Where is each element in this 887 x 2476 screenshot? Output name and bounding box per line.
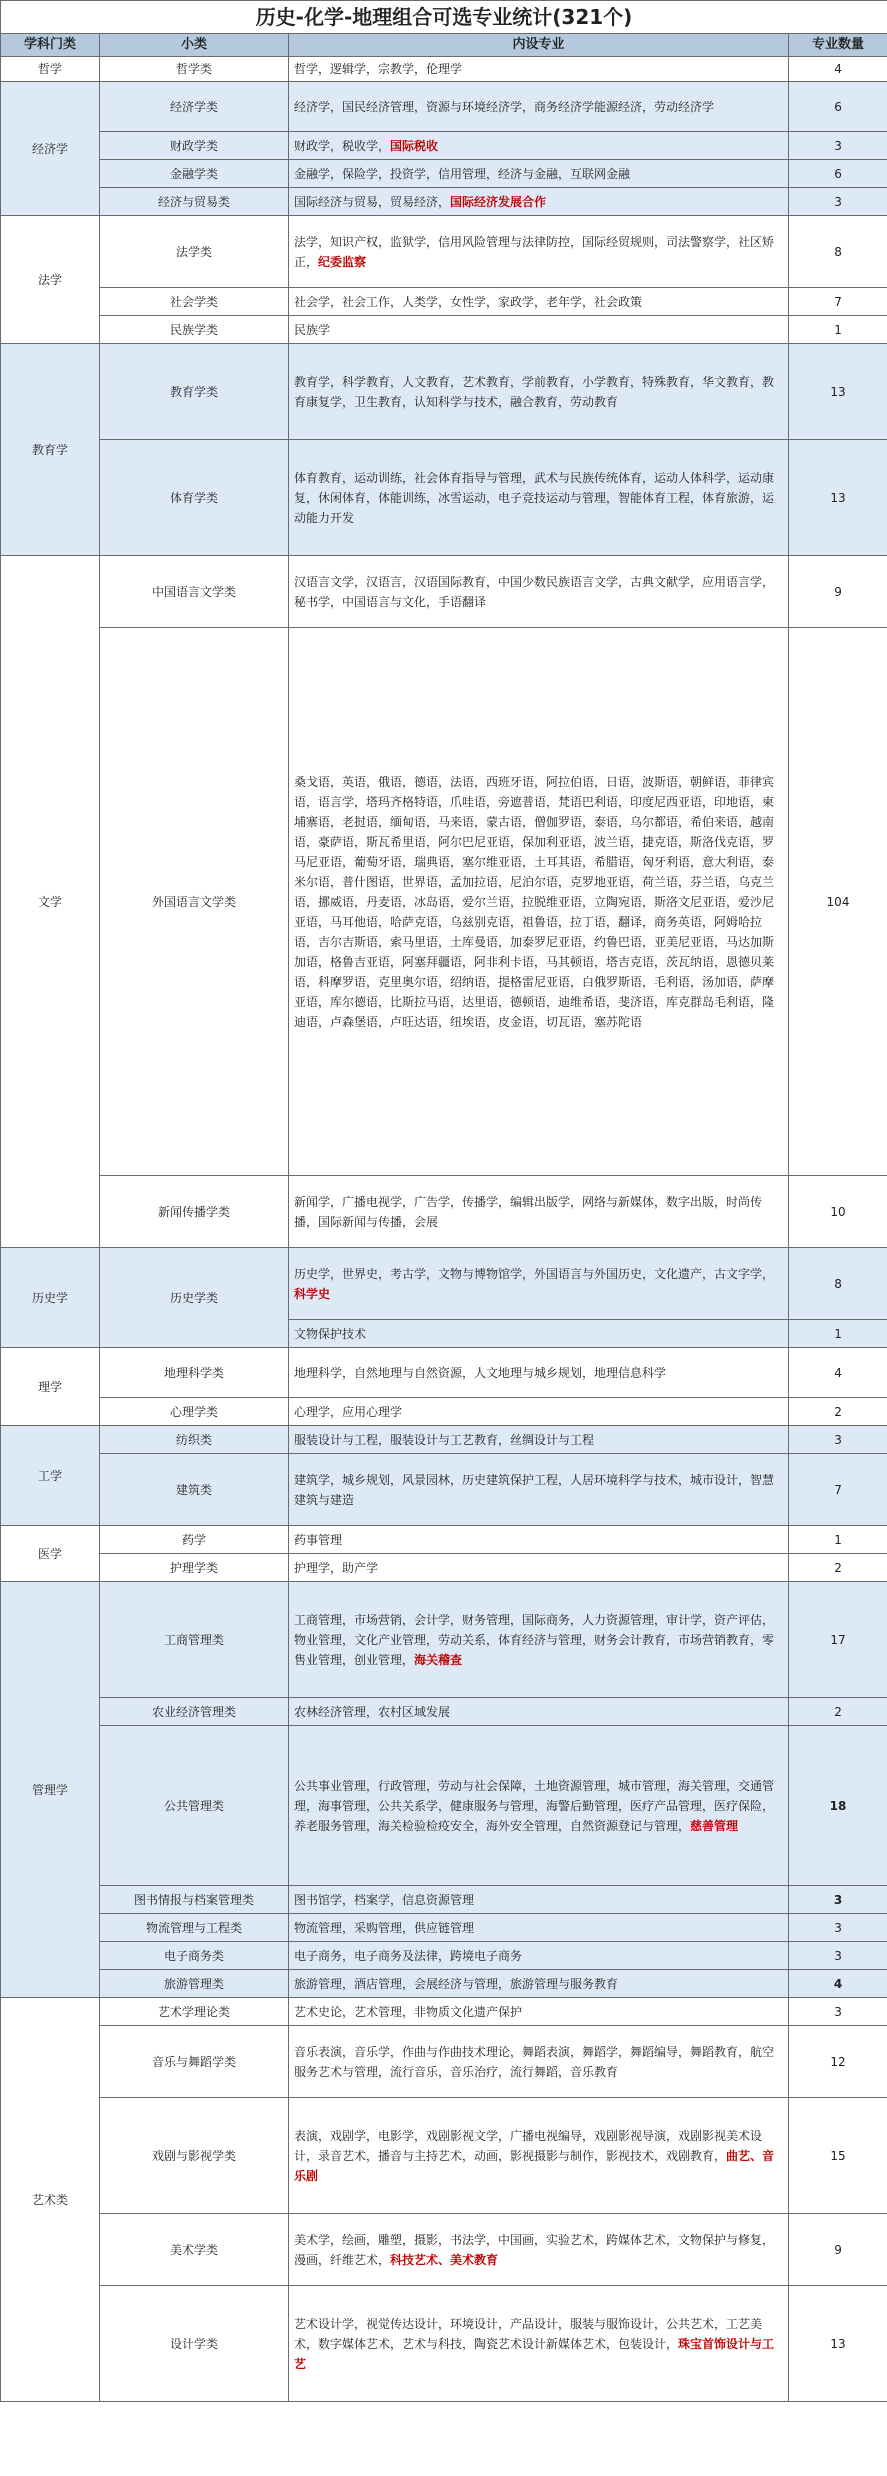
- table-row: [1, 132, 887, 160]
- count-cell: 4: [789, 1348, 887, 1398]
- count-cell: 1: [789, 1526, 887, 1554]
- majors-cell: [289, 1914, 789, 1942]
- category-cell: 理学: [1, 1348, 100, 1426]
- subcategory-cell: 地理科学类: [100, 1348, 289, 1398]
- majors-cell: [289, 2286, 789, 2402]
- majors-cell: [289, 1176, 789, 1248]
- major-text: 财政学，税收学，: [294, 138, 391, 153]
- major-text: 体育教育，运动训练，社会体育指导与管理，武术与民族传统体育，运动人体科学，运动康复，休闲体育，体能训练，冰雪运动，电子竞技运动与管理，智能体育工程，体育旅游，运动能力开发: [294, 470, 775, 525]
- major-text: 旅游管理，酒店管理，会展经济与管理，旅游管理与服务教育: [294, 1976, 619, 1991]
- majors-cell: [289, 132, 789, 160]
- category-cell: 历史学: [1, 1248, 100, 1348]
- category-cell: 经济学: [1, 82, 100, 216]
- table-row: [1, 1998, 887, 2026]
- major-text: 教育学，科学教育，人文教育，艺术教育，学前教育，小学教育，特殊教育，华文教育，教育康复学，卫生教育，认知科学与技术，融合教育，劳动教育: [294, 374, 775, 409]
- count-cell: 8: [789, 1248, 887, 1320]
- subcategory-cell: 图书情报与档案管理类: [100, 1886, 289, 1914]
- category-cell: 医学: [1, 1526, 100, 1582]
- count-cell: 7: [789, 288, 887, 316]
- majors-cell: [289, 316, 789, 344]
- majors-cell: [289, 344, 789, 440]
- major-text: 哲学，逻辑学，宗教学，伦理学: [294, 62, 463, 76]
- majors-cell: [289, 1526, 789, 1554]
- table-row: [1, 1970, 887, 1998]
- majors-cell: [289, 82, 789, 132]
- category-cell: 教育学: [1, 344, 100, 556]
- count-cell: 1: [789, 316, 887, 344]
- majors-cell: [289, 188, 789, 216]
- table-row: [1, 288, 887, 316]
- table-row: [1, 1248, 887, 1320]
- table-row: [1, 57, 887, 82]
- subcategory-cell: 社会学类: [100, 288, 289, 316]
- count-cell: 3: [789, 1998, 887, 2026]
- subcategory-cell: 历史学类: [100, 1248, 289, 1348]
- count-cell: 2: [789, 1398, 887, 1426]
- count-cell: 13: [789, 440, 887, 556]
- major-text: 公共事业管理，行政管理，劳动与社会保障，土地资源管理，城市管理，海关管理，交通管理，海事管理，公共关系学，健康服务与管理，海警后勤管理，医疗产品管理，医疗保险，养老服务管理，海关检验检疫安全，海外安全管理，自然资源登记与管理，: [294, 1778, 775, 1833]
- major-text: 表演，戏剧学，电影学，戏剧影视文学，广播电视编导，戏剧影视导演，戏剧影视美术设计，录音艺术，播音与主持艺术，动画，影视摄影与制作，影视技术，戏剧教育，: [294, 2128, 763, 2163]
- major-text: 地理科学，自然地理与自然资源，人文地理与城乡规划，地理信息科学: [294, 1365, 667, 1380]
- count-cell: 17: [789, 1582, 887, 1698]
- table-body: [1, 57, 887, 2402]
- major-text: 桑戈语，英语，俄语，德语，法语，西班牙语，阿拉伯语，日语，波斯语，朝鲜语，菲律宾语，语言学，塔玛齐格特语，爪哇语，旁遮普语，梵语巴利语，印度尼西亚语，印地语，柬埔寨语，老挝语，缅甸语，马来语，蒙古语，僧伽罗语，泰语，乌尔都语，希伯来语，越南语，豪萨语，斯瓦希里语，阿尔巴尼亚语，保加利亚语，波兰语，捷克语，斯洛伐克语，罗马尼亚语，葡萄牙语，瑞典语，塞尔维亚语，土耳其语，希腊语，匈牙利语，意大利语，泰米尔语，普什图语，世界语，孟加拉语，尼泊尔语，克罗地亚语，荷兰语，芬兰语，乌克兰语，挪威语，丹麦语，冰岛语，爱尔兰语，拉脱维亚语，立陶宛语，斯洛文尼亚语，爱沙尼亚语，马耳他语，哈萨克语，乌兹别克语，祖鲁语，拉丁语，翻译，商务英语，阿姆哈拉语，吉尔吉斯语，索马里语，土库曼语，加泰罗尼亚语，约鲁巴语，亚美尼亚语，马达加斯加语，格鲁吉亚语，阿塞拜疆语，阿非利卡语，马其顿语，塔吉克语，茨瓦纳语，恩德贝莱语，科摩罗语，克里奥尔语，绍纳语，提格雷尼亚语，白俄罗斯语，毛利语，汤加语，萨摩亚语，库尔德语，比斯拉马语，达里语，德顿语，迪维希语，斐济语，库克群岛毛利语，隆迪语，卢森堡语，卢旺达语，纽埃语，皮金语，切瓦语，塞苏陀语: [294, 774, 775, 1029]
- major-text: 音乐表演，音乐学，作曲与作曲技术理论，舞蹈表演，舞蹈学，舞蹈编导，舞蹈教育，航空服务艺术与管理，流行音乐，音乐治疗，流行舞蹈，音乐教育: [294, 2044, 775, 2079]
- subcategory-cell: 艺术学理论类: [100, 1998, 289, 2026]
- subcategory-cell: 金融学类: [100, 160, 289, 188]
- subcategory-cell: 经济与贸易类: [100, 188, 289, 216]
- table-row: [1, 440, 887, 556]
- count-cell: 4: [789, 57, 887, 82]
- majors-cell: [289, 1348, 789, 1398]
- highlighted-major-text: 国际税收: [390, 138, 439, 153]
- subcategory-cell: 体育学类: [100, 440, 289, 556]
- count-cell: 104: [789, 628, 887, 1176]
- major-text: 护理学，助产学: [294, 1560, 379, 1575]
- major-text: 图书馆学，档案学，信息资源管理: [294, 1892, 475, 1907]
- count-cell: 3: [789, 188, 887, 216]
- major-text: 国际经济与贸易，贸易经济，: [294, 194, 451, 209]
- majors-cell: [289, 1886, 789, 1914]
- table-row: [1, 1582, 887, 1698]
- subcategory-cell: 教育学类: [100, 344, 289, 440]
- table-row: [1, 1914, 887, 1942]
- subcategory-cell: 工商管理类: [100, 1582, 289, 1698]
- subcategory-cell: 农业经济管理类: [100, 1698, 289, 1726]
- count-cell: 8: [789, 216, 887, 288]
- count-cell: 2: [789, 1554, 887, 1582]
- majors-cell: [289, 2098, 789, 2214]
- majors-cell: [289, 288, 789, 316]
- table-row: [1, 2026, 887, 2098]
- table-row: [1, 1942, 887, 1970]
- table-row: [1, 1176, 887, 1248]
- header-count: 专业数量: [789, 34, 887, 57]
- majors-cell: [289, 1582, 789, 1698]
- category-cell: 管理学: [1, 1582, 100, 1998]
- count-cell: 3: [789, 1942, 887, 1970]
- table-row: [1, 2098, 887, 2214]
- subcategory-cell: 公共管理类: [100, 1726, 289, 1886]
- subcategory-cell: 药学: [100, 1526, 289, 1554]
- subcategory-cell: 旅游管理类: [100, 1970, 289, 1998]
- category-cell: 艺术类: [1, 1998, 100, 2402]
- subcategory-cell: 经济学类: [100, 82, 289, 132]
- subcategory-cell: 建筑类: [100, 1454, 289, 1526]
- count-cell: 13: [789, 2286, 887, 2402]
- table-row: [1, 1554, 887, 1582]
- major-text: 农林经济管理，农村区域发展: [294, 1704, 451, 1719]
- subcategory-cell: 戏剧与影视学类: [100, 2098, 289, 2214]
- subcategory-cell: 外国语言文学类: [100, 628, 289, 1176]
- count-cell: 3: [789, 1886, 887, 1914]
- subcategory-cell: 纺织类: [100, 1426, 289, 1454]
- majors-cell: [289, 556, 789, 628]
- majors-cell: [289, 1698, 789, 1726]
- count-cell: 7: [789, 1454, 887, 1526]
- majors-cell: [289, 1320, 789, 1348]
- table-row: [1, 160, 887, 188]
- majors-cell: [289, 1426, 789, 1454]
- subcategory-cell: 法学类: [100, 216, 289, 288]
- header-category: 学科门类: [1, 34, 100, 57]
- major-text: 物流管理，采购管理，供应链管理: [294, 1920, 475, 1935]
- count-cell: 1: [789, 1320, 887, 1348]
- table-row: [1, 1698, 887, 1726]
- major-text: 电子商务，电子商务及法律，跨境电子商务: [294, 1948, 523, 1963]
- majors-cell: [289, 628, 789, 1176]
- count-cell: 3: [789, 1914, 887, 1942]
- table-row: [1, 2286, 887, 2402]
- table-row: [1, 1726, 887, 1886]
- major-text: 工商管理，市场营销，会计学，财务管理，国际商务，人力资源管理，审计学，资产评估，物业管理，文化产业管理，劳动关系，体育经济与管理，财务会计教育，市场营销教育，零售业管理，创业管理，: [294, 1612, 775, 1667]
- majors-cell: [289, 1998, 789, 2026]
- category-cell: 哲学: [1, 57, 100, 82]
- count-cell: 4: [789, 1970, 887, 1998]
- majors-cell: [289, 1970, 789, 1998]
- majors-cell: [289, 1398, 789, 1426]
- count-cell: 10: [789, 1176, 887, 1248]
- subcategory-cell: 美术学类: [100, 2214, 289, 2286]
- table-row: [1, 1526, 887, 1554]
- subcategory-cell: 哲学类: [100, 57, 289, 82]
- major-text: 社会学，社会工作，人类学，女性学，家政学，老年学，社会政策: [294, 294, 643, 309]
- major-text: 建筑学，城乡规划，风景园林，历史建筑保护工程，人居环境科学与技术，城市设计，智慧建筑与建造: [294, 1472, 775, 1507]
- majors-cell: [289, 1454, 789, 1526]
- majors-cell: [289, 440, 789, 556]
- major-text: 艺术史论，艺术管理，非物质文化遗产保护: [294, 2004, 523, 2019]
- majors-cell: [289, 1726, 789, 1886]
- count-cell: 3: [789, 1426, 887, 1454]
- subcategory-cell: 中国语言文学类: [100, 556, 289, 628]
- highlighted-major-text: 曲艺、音乐剧: [294, 2148, 775, 2183]
- count-cell: 12: [789, 2026, 887, 2098]
- table-row: [1, 188, 887, 216]
- count-cell: 9: [789, 2214, 887, 2286]
- table-row: [1, 556, 887, 628]
- table-row: [1, 216, 887, 288]
- table-row: [1, 1426, 887, 1454]
- highlighted-major-text: 科技艺术、美术教育: [390, 2252, 499, 2267]
- table-row: [1, 628, 887, 1176]
- majors-cell: [289, 57, 789, 82]
- major-text: 经济学，国民经济管理，资源与环境经济学，商务经济学能源经济，劳动经济学: [294, 99, 715, 114]
- table-row: [1, 1348, 887, 1398]
- table-row: [1, 1886, 887, 1914]
- highlighted-major-text: 慈善管理: [690, 1818, 739, 1833]
- majors-cell: [289, 2026, 789, 2098]
- table-row: [1, 82, 887, 132]
- count-cell: 6: [789, 160, 887, 188]
- highlighted-major-text: 国际经济发展合作: [450, 194, 547, 209]
- majors-cell: [289, 1942, 789, 1970]
- highlighted-major-text: 纪委监察: [318, 254, 367, 269]
- table-row: [1, 1454, 887, 1526]
- major-text: 美术学，绘画，雕塑，摄影，书法学，中国画，实验艺术，跨媒体艺术，文物保护与修复，漫画，纤维艺术，: [294, 2232, 775, 2267]
- major-text: 药事管理: [294, 1532, 343, 1547]
- majors-cell: [289, 1248, 789, 1320]
- major-text: 艺术设计学，视觉传达设计，环境设计，产品设计，服装与服饰设计，公共艺术，工艺美术，数字媒体艺术，艺术与科技，陶瓷艺术设计新媒体艺术，包装设计，: [294, 2316, 763, 2351]
- major-text: 金融学，保险学，投资学，信用管理，经济与金融，互联网金融: [294, 166, 631, 181]
- subcategory-cell: 音乐与舞蹈学类: [100, 2026, 289, 2098]
- subcategory-cell: 民族学类: [100, 316, 289, 344]
- count-cell: 15: [789, 2098, 887, 2214]
- table-row: [1, 2214, 887, 2286]
- major-text: 汉语言文学，汉语言，汉语国际教育，中国少数民族语言文学，古典文献学，应用语言学，秘书学，中国语言与文化，手语翻译: [294, 574, 775, 609]
- subcategory-cell: 护理学类: [100, 1554, 289, 1582]
- count-cell: 3: [789, 132, 887, 160]
- major-text: 心理学，应用心理学: [294, 1404, 403, 1419]
- major-text: 历史学，世界史，考古学，文物与博物馆学，外国语言与外国历史，文化遗产，古文字学，: [294, 1266, 775, 1281]
- major-text: 法学，知识产权，监狱学，信用风险管理与法律防控，国际经贸规则，司法警察学，社区矫正，: [294, 234, 775, 269]
- count-cell: 2: [789, 1698, 887, 1726]
- major-text: 文物保护技术: [294, 1326, 367, 1341]
- majors-cell: [289, 2214, 789, 2286]
- majors-cell: [289, 160, 789, 188]
- count-cell: 13: [789, 344, 887, 440]
- subcategory-cell: 心理学类: [100, 1398, 289, 1426]
- major-text: 服装设计与工程，服装设计与工艺教育，丝绸设计与工程: [294, 1432, 595, 1447]
- subcategory-cell: 财政学类: [100, 132, 289, 160]
- subcategory-cell: 电子商务类: [100, 1942, 289, 1970]
- header-majors: 内设专业: [289, 34, 789, 57]
- highlighted-major-text: 海关稽查: [414, 1652, 463, 1667]
- count-cell: 6: [789, 82, 887, 132]
- major-text: 新闻学，广播电视学，广告学，传播学，编辑出版学，网络与新媒体，数字出版，时尚传播，国际新闻与传播，会展: [294, 1194, 763, 1229]
- majors-cell: [289, 216, 789, 288]
- subcategory-cell: 新闻传播学类: [100, 1176, 289, 1248]
- category-cell: 法学: [1, 216, 100, 344]
- count-cell: 18: [789, 1726, 887, 1886]
- subcategory-cell: 设计学类: [100, 2286, 289, 2402]
- header-subcategory: 小类: [100, 34, 289, 57]
- subcategory-cell: 物流管理与工程类: [100, 1914, 289, 1942]
- category-cell: 工学: [1, 1426, 100, 1526]
- table-row: [1, 344, 887, 440]
- highlighted-major-text: 珠宝首饰设计与工艺: [294, 2336, 775, 2371]
- page-title: 历史-化学-地理组合可选专业统计(321个): [1, 1, 887, 34]
- count-cell: 9: [789, 556, 887, 628]
- majors-cell: [289, 1554, 789, 1582]
- table-row: [1, 1398, 887, 1426]
- major-text: 民族学: [294, 322, 331, 337]
- category-cell: 文学: [1, 556, 100, 1248]
- highlighted-major-text: 科学史: [294, 1286, 331, 1301]
- table-row: [1, 316, 887, 344]
